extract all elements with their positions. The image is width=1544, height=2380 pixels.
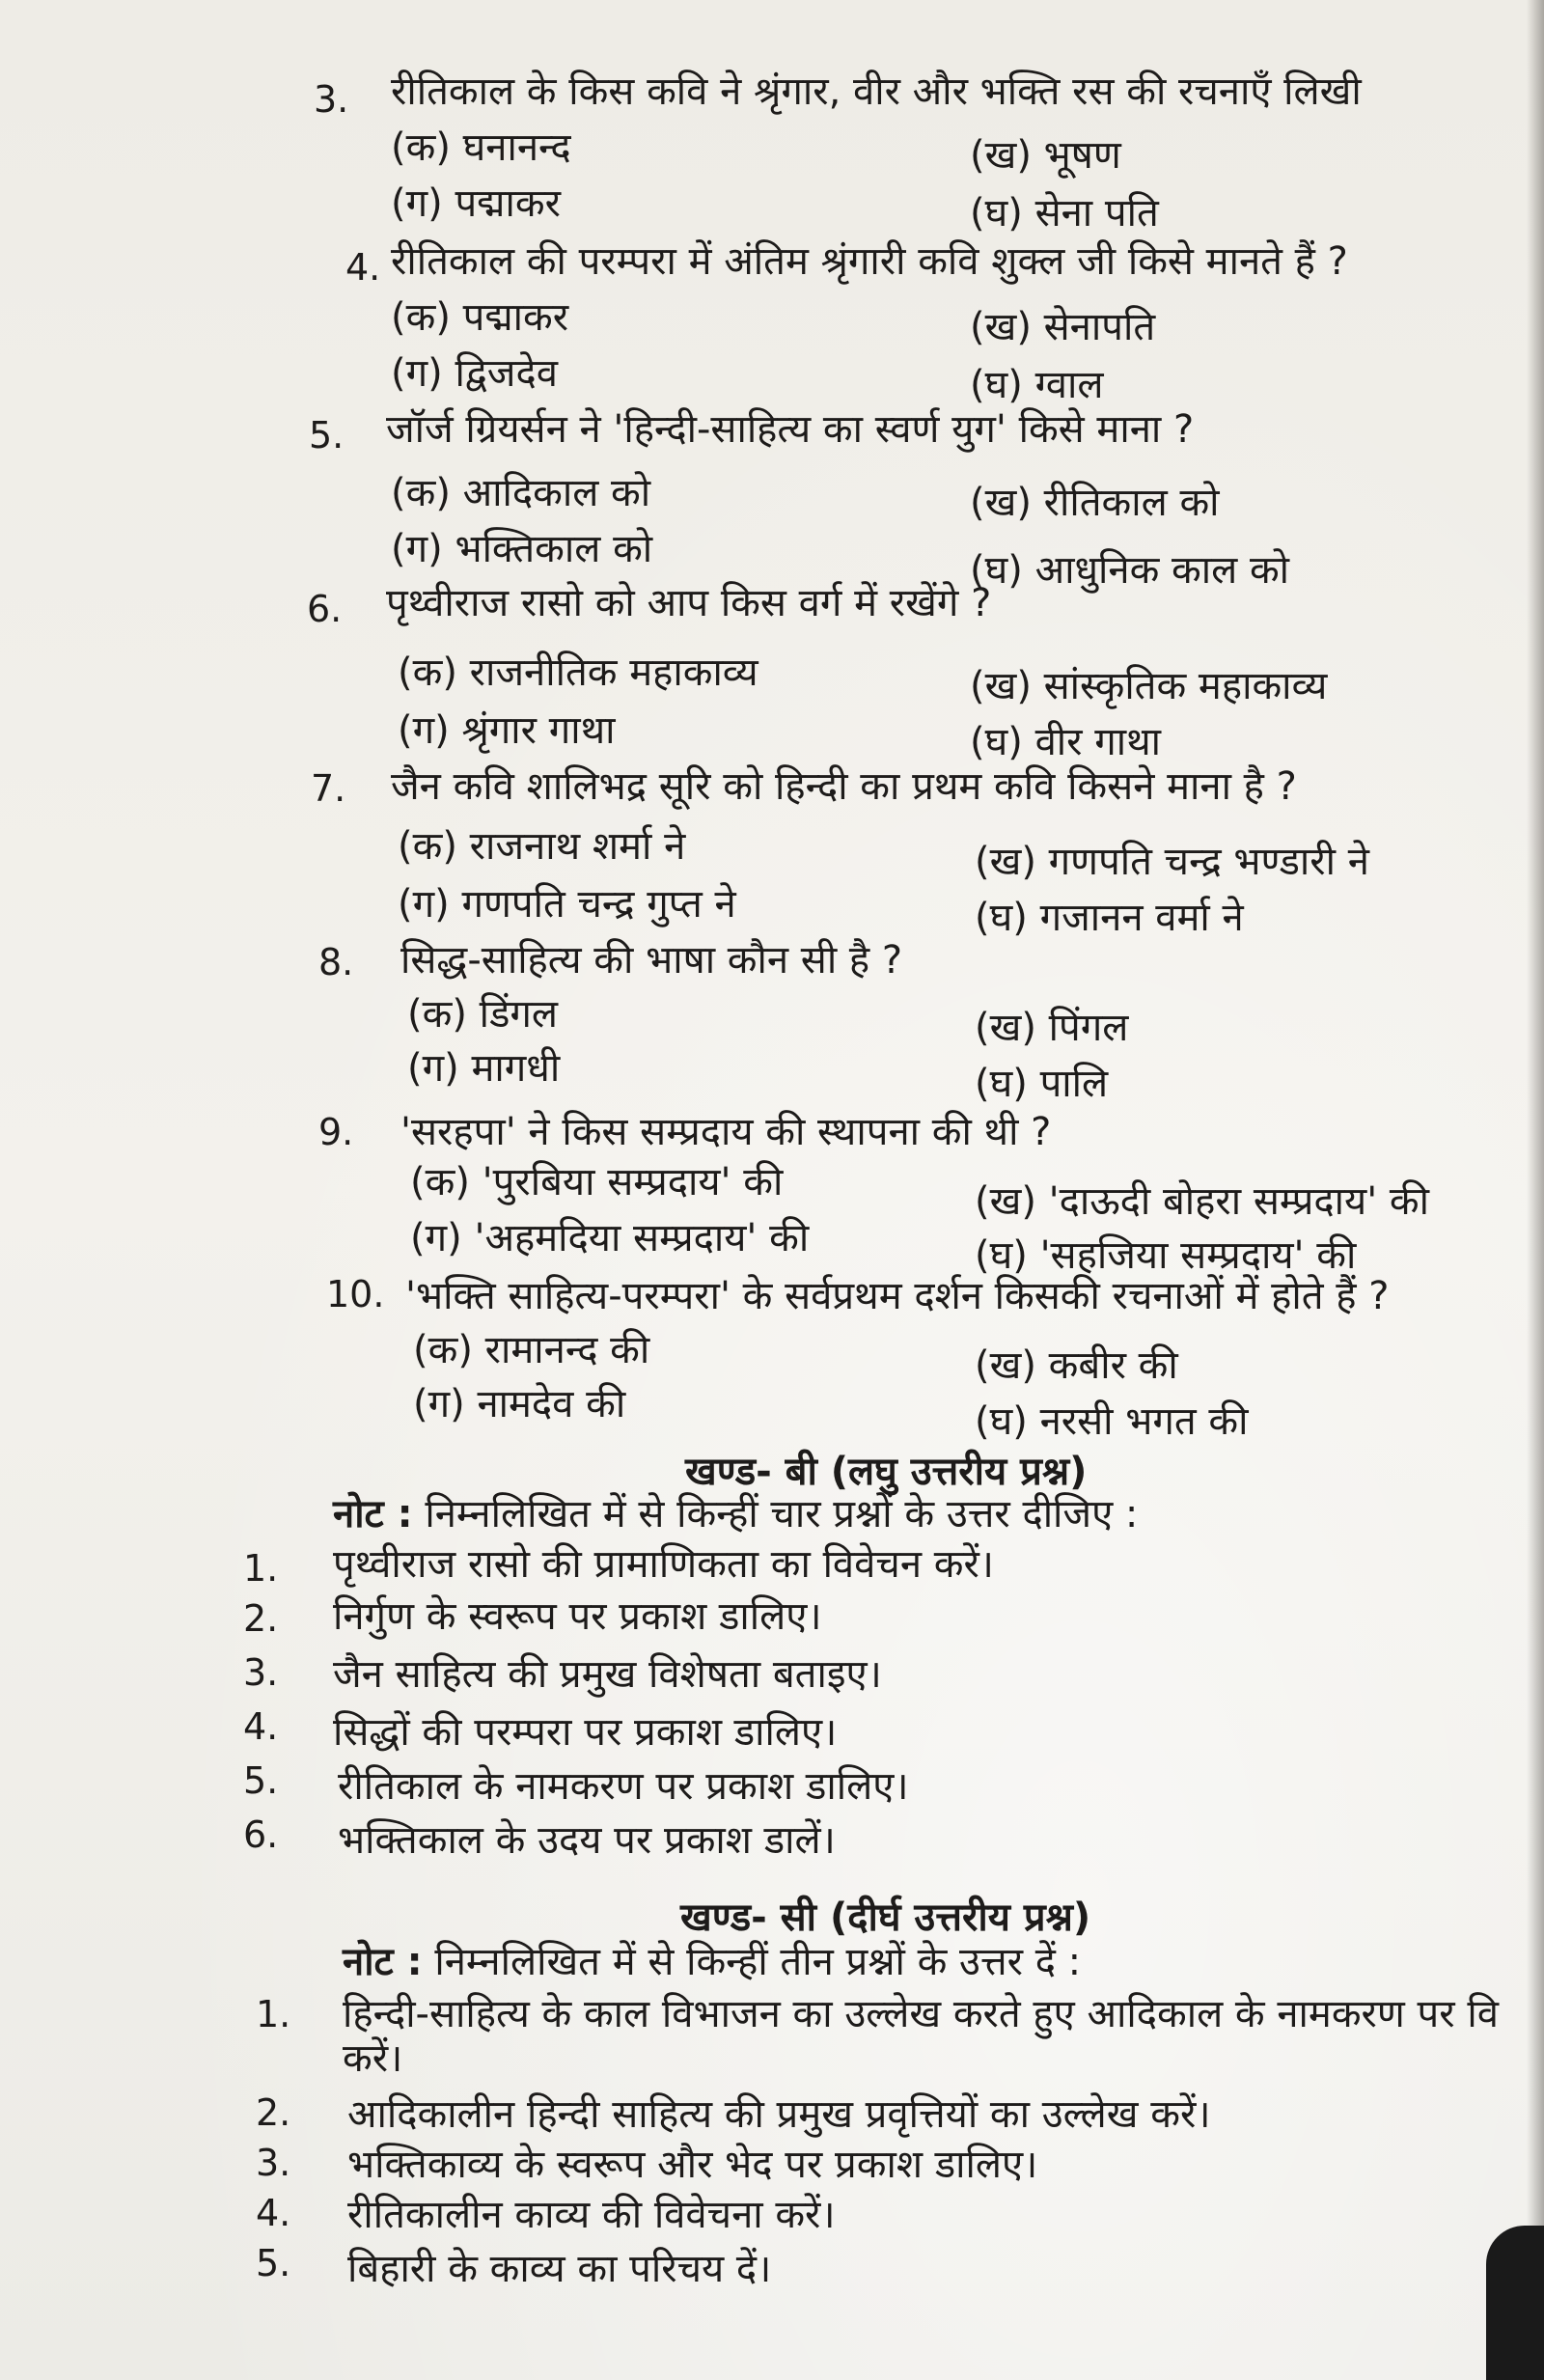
option-gha: (घ) 'सहजिया सम्प्रदाय' की — [975, 1233, 1357, 1278]
question-number: 7. — [311, 767, 346, 810]
option-ka: (क) आदिकाल को — [391, 471, 651, 515]
question-text: हिन्दी-साहित्य के काल विभाजन का उल्लेख करते हुए आदिकाल के नामकरण पर वि — [343, 1992, 1499, 2036]
question-text: 'भक्ति साहित्य-परम्परा' के सर्वप्रथम दर्शन किसकी रचनाओं में होते हैं ? — [405, 1274, 1390, 1318]
option-ka: (क) घनानन्द — [391, 125, 571, 170]
option-gha: (घ) नरसी भगत की — [975, 1399, 1249, 1444]
question-number: 3. — [243, 1651, 279, 1694]
option-kha: (ख) कबीर की — [975, 1343, 1178, 1388]
question-text: रीतिकाल की परम्परा में अंतिम श्रृंगारी कवि शुक्ल जी किसे मानते हैं ? — [391, 239, 1348, 284]
option-kha: (ख) पिंगल — [975, 1006, 1129, 1050]
option-gha: (घ) गजानन वर्मा ने — [975, 896, 1244, 940]
option-kha: (ख) सांस्कृतिक महाकाव्य — [970, 664, 1328, 708]
question-text: जॉर्ज ग्रियर्सन ने 'हिन्दी-साहित्य का स्वर्ण युग' किसे माना ? — [386, 407, 1195, 452]
section-b-note — [333, 1490, 1138, 1538]
question-number: 1. — [256, 1993, 291, 2035]
question-text: भक्तिकाव्य के स्वरूप और भेद पर प्रकाश डालिए। — [347, 2143, 1038, 2187]
option-kha: (ख) गणपति चन्द्र भण्डारी ने — [975, 840, 1369, 884]
section-c-note — [343, 1938, 1081, 1986]
option-ka: (क) राजनीतिक महाकाव्य — [398, 650, 758, 695]
question-text-continued: करें। — [343, 2036, 403, 2081]
option-ga: (ग) मागधी — [407, 1046, 561, 1091]
option-gha: (घ) आधुनिक काल को — [970, 548, 1290, 593]
option-kha: (ख) 'दाऊदी बोहरा सम्प्रदाय' की — [975, 1179, 1429, 1224]
question-number: 6. — [307, 588, 343, 630]
note-label: नोट : — [343, 1940, 423, 1984]
option-kha: (ख) भूषण — [970, 133, 1121, 178]
option-ka: (क) 'पुरबिया सम्प्रदाय' की — [410, 1160, 784, 1204]
question-text: आदिकालीन हिन्दी साहित्य की प्रमुख प्रवृत्तियों का उल्लेख करें। — [347, 2092, 1211, 2137]
option-ga: (ग) द्विजदेव — [391, 351, 558, 396]
option-ka: (क) पद्माकर — [391, 295, 569, 340]
option-gha: (घ) पालि — [975, 1062, 1109, 1106]
option-gha: (घ) वीर गाथा — [970, 720, 1162, 764]
question-text: सिद्ध-साहित्य की भाषा कौन सी है ? — [400, 938, 903, 982]
question-text: रीतिकाल के नामकरण पर प्रकाश डालिए। — [338, 1764, 909, 1809]
question-number: 1. — [243, 1547, 279, 1590]
question-text: पृथ्वीराज रासो की प्रामाणिकता का विवेचन करें। — [333, 1542, 994, 1587]
option-ga: (ग) नामदेव की — [413, 1382, 626, 1426]
question-text: जैन कवि शालिभद्र सूरि को हिन्दी का प्रथम कवि किसने माना है ? — [391, 764, 1297, 809]
option-gha: (घ) सेना पति — [970, 191, 1159, 235]
question-text: रीतिकालीन काव्य की विवेचना करें। — [347, 2193, 836, 2237]
option-gha: (घ) ग्वाल — [970, 363, 1104, 407]
question-number: 9. — [318, 1111, 354, 1153]
page-edge-shadow — [1527, 0, 1544, 2380]
question-number: 4. — [256, 2192, 291, 2234]
note-text: निम्नलिखित में से किन्हीं तीन प्रश्नों के उत्तर दें : — [434, 1940, 1082, 1984]
question-text: जैन साहित्य की प्रमुख विशेषता बताइए। — [333, 1652, 882, 1697]
question-number: 10. — [326, 1273, 385, 1315]
note-text: निम्नलिखित में से किन्हीं चार प्रश्नों के उत्तर दीजिए : — [425, 1492, 1139, 1536]
question-number: 4. — [345, 246, 381, 289]
option-ka: (क) रामानन्द की — [413, 1328, 650, 1372]
question-number: 3. — [256, 2142, 291, 2184]
option-ga: (ग) गणपति चन्द्र गुप्त ने — [398, 882, 736, 927]
option-ga: (ग) 'अहमदिया सम्प्रदाय' की — [410, 1216, 810, 1260]
option-ka: (क) राजनाथ शर्मा ने — [398, 824, 686, 869]
question-number: 6. — [243, 1813, 279, 1856]
question-text: सिद्धों की परम्परा पर प्रकाश डालिए। — [333, 1710, 838, 1755]
question-number: 8. — [318, 941, 354, 983]
question-text: पृथ्वीराज रासो को आप किस वर्ग में रखेंगे ? — [386, 581, 992, 625]
question-text: रीतिकाल के किस कवि ने श्रृंगार, वीर और भक्ति रस की रचनाएँ लिखी — [391, 69, 1362, 114]
option-ga: (ग) भक्तिकाल को — [391, 527, 653, 571]
question-number: 5. — [256, 2242, 291, 2284]
question-text: निर्गुण के स्वरूप पर प्रकाश डालिए। — [333, 1594, 822, 1639]
question-number: 3. — [314, 78, 349, 121]
question-number: 5. — [309, 414, 345, 457]
question-number: 2. — [256, 2091, 291, 2134]
option-kha: (ख) रीतिकाल को — [970, 481, 1220, 525]
option-ka: (क) डिंगल — [407, 992, 559, 1037]
section-b-heading: खण्ड- बी (लघु उत्तरीय प्रश्न) — [685, 1450, 1088, 1494]
question-number: 5. — [243, 1759, 279, 1802]
page-corner-shadow — [1486, 2226, 1544, 2380]
question-number: 4. — [243, 1705, 279, 1748]
question-number: 2. — [243, 1597, 279, 1640]
question-text: भक्तिकाल के उदय पर प्रकाश डालें। — [338, 1818, 836, 1863]
section-c-heading: खण्ड- सी (दीर्घ उत्तरीय प्रश्न) — [680, 1896, 1091, 1940]
option-ga: (ग) श्रृंगार गाथा — [398, 708, 616, 753]
note-label: नोट : — [333, 1492, 413, 1536]
question-text: 'सरहपा' ने किस सम्प्रदाय की स्थापना की थी ? — [400, 1110, 1052, 1154]
option-ga: (ग) पद्माकर — [391, 181, 561, 226]
question-text: बिहारी के काव्य का परिचय दें। — [347, 2247, 772, 2291]
option-kha: (ख) सेनापति — [970, 305, 1156, 349]
